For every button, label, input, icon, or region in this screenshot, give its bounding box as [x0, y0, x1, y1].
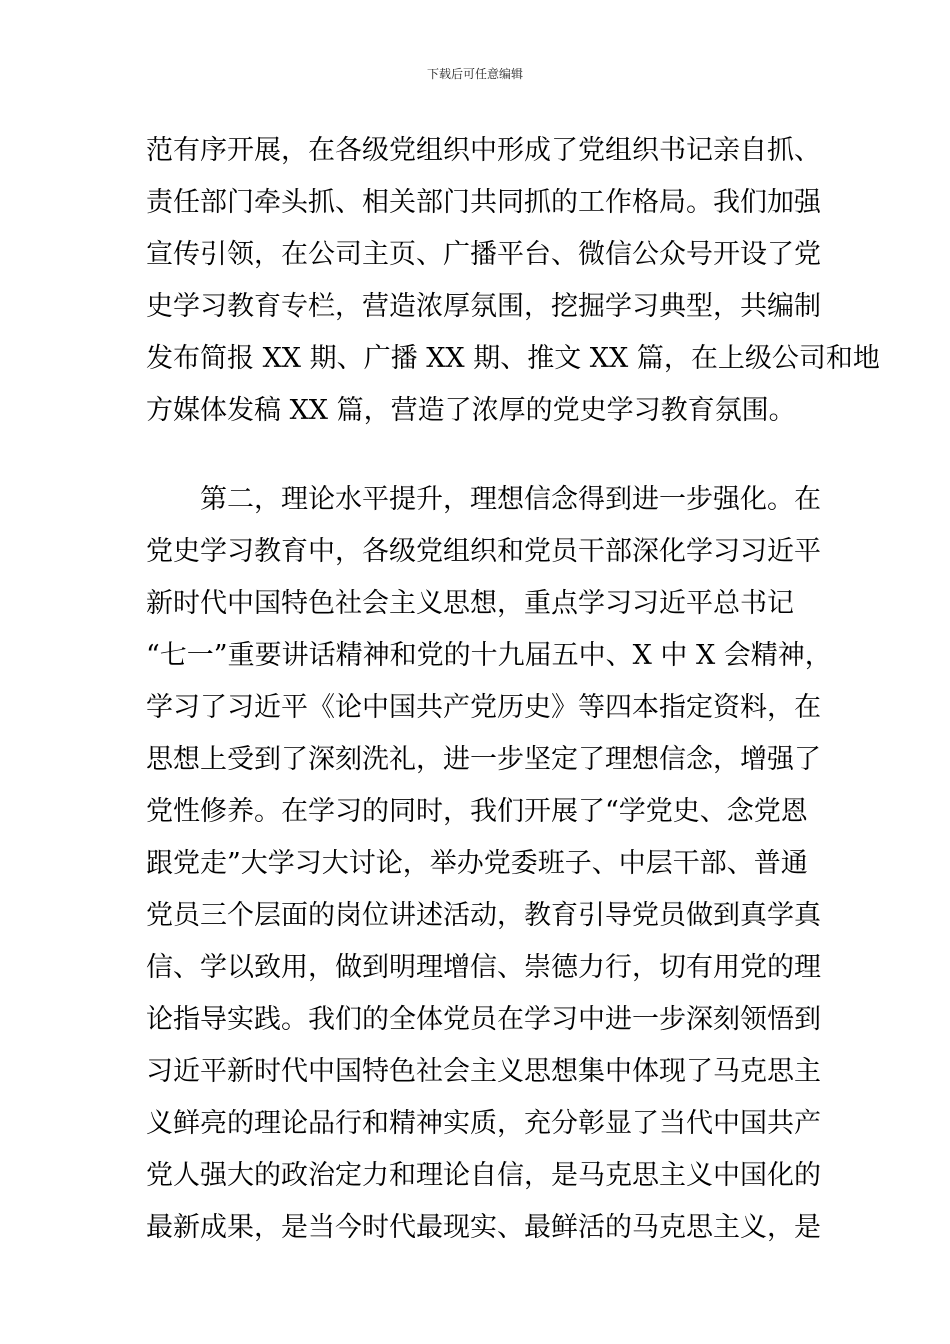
paragraph-1 [146, 125, 880, 437]
paragraph-line: 信、学以致用，做到明理增信、崇德力行，切有用党的理 [146, 952, 821, 983]
paragraph-line: 新时代中国特色社会主义思想，重点学习习近平总书记 [146, 588, 794, 619]
paragraph-line: 学习了习近平《论中国共产党历史》等四本指定资料，在 [146, 692, 821, 723]
paragraph-line: 论指导实践。我们的全体党员在学习中进一步深刻领悟到 [146, 1004, 821, 1035]
paragraph-line: 思想上受到了深刻洗礼，进一步坚定了理想信念，增强了 [146, 744, 821, 775]
paragraph-line: 最新成果，是当今时代最现实、最鲜活的马克思主义，是 [146, 1212, 821, 1243]
paragraph-line: “七一”重要讲话精神和党的十九届五中、X 中 X 会精神， [146, 640, 832, 671]
paragraph-line: 党员三个层面的岗位讲述活动，教育引导党员做到真学真 [146, 900, 821, 931]
page-header: 下载后可任意编辑 [426, 67, 523, 81]
paragraph-line: 第二，理论水平提升，理想信念得到进一步强化。在 [146, 484, 821, 515]
paragraph-line: 发布简报 XX 期、广播 XX 期、推文 XX 篇，在上级公司和地 [146, 343, 880, 374]
paragraph-line: 党性修养。在学习的同时，我们开展了“学党史、念党恩 [146, 796, 808, 827]
paragraph-2 [146, 474, 832, 1254]
paragraph-line: 宣传引领，在公司主页、广播平台、微信公众号开设了党 [146, 239, 821, 270]
paragraph-line: 责任部门牵头抓、相关部门共同抓的工作格局。我们加强 [146, 187, 821, 218]
paragraph-line: 党史学习教育中，各级党组织和党员干部深化学习习近平 [146, 536, 821, 567]
paragraph-line: 跟党走”大学习大讨论，举办党委班子、中层干部、普通 [146, 848, 808, 879]
paragraph-line: 习近平新时代中国特色社会主义思想集中体现了马克思主 [146, 1056, 821, 1087]
paragraph-line: 史学习教育专栏，营造浓厚氛围，挖掘学习典型，共编制 [146, 291, 821, 322]
paragraph-line: 方媒体发稿 XX 篇，营造了浓厚的党史学习教育氛围。 [146, 395, 796, 426]
paragraph-line: 范有序开展，在各级党组织中形成了党组织书记亲自抓、 [146, 135, 821, 166]
paragraph-line: 党人强大的政治定力和理论自信，是马克思主义中国化的 [146, 1160, 821, 1191]
paragraph-line: 义鲜亮的理论品行和精神实质，充分彰显了当代中国共产 [146, 1108, 821, 1139]
